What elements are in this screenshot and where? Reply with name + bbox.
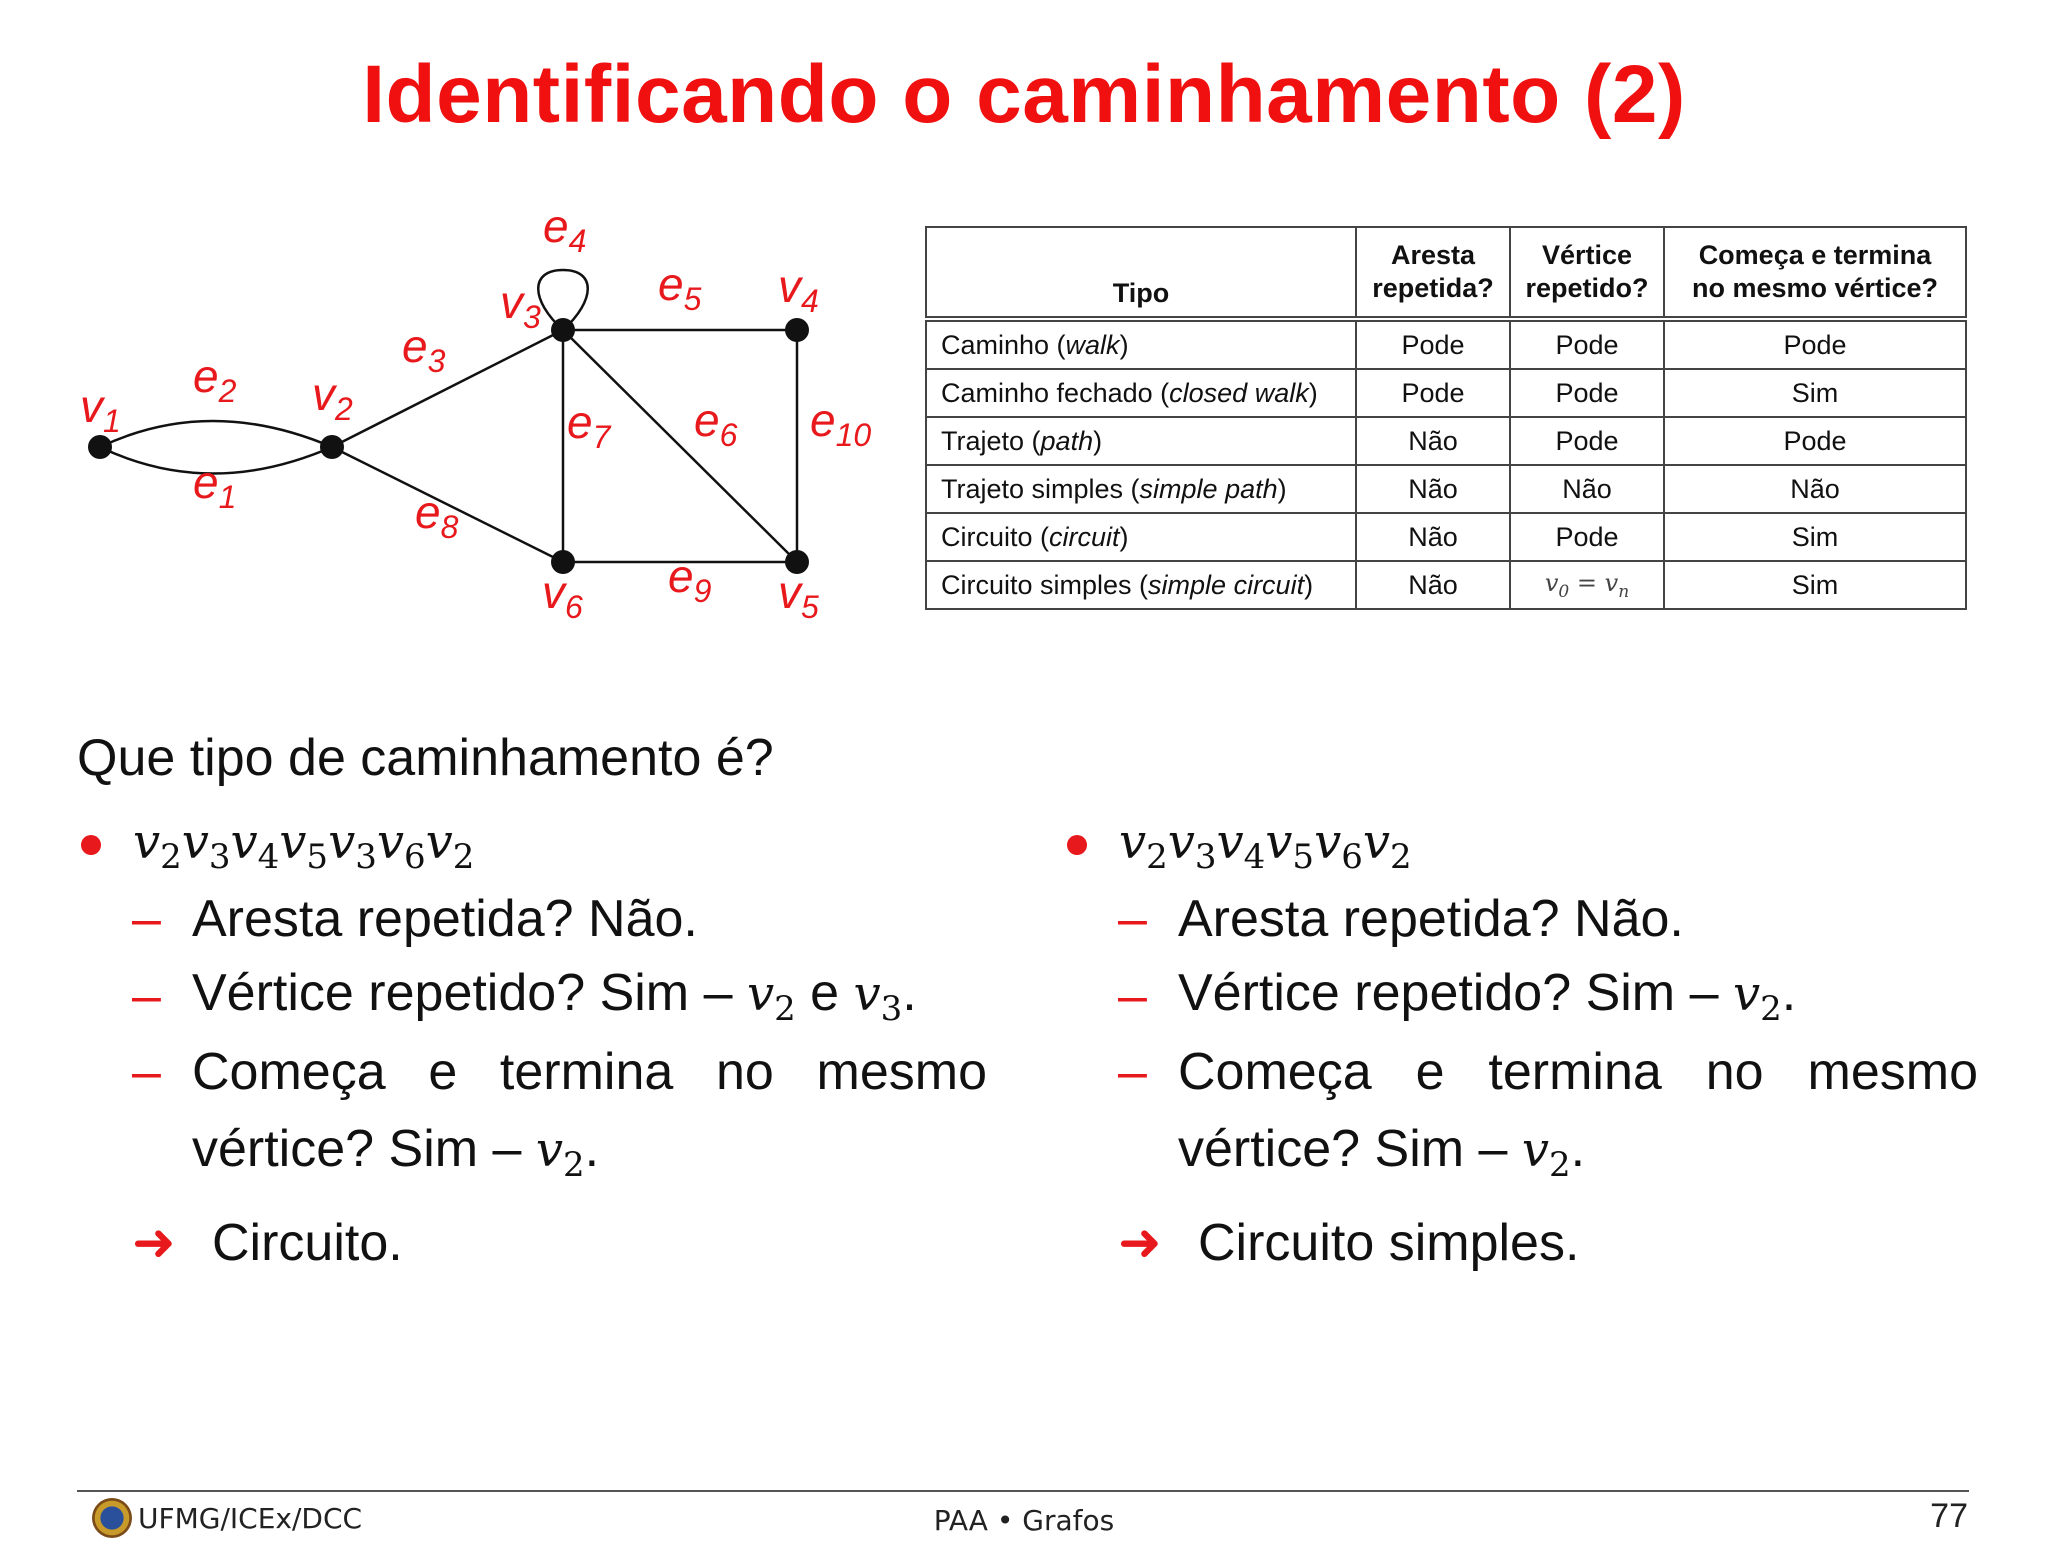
walk-sequence: $v_2v_3v_4v_5v_3v_6v_2$ [133, 813, 475, 877]
edge-e3 [332, 330, 563, 447]
page-number: 77 [1930, 1497, 1968, 1535]
q-vertice: – Vértice repetido? Sim – $v_2$ e $v_3$. [132, 963, 917, 1029]
walk-bullet [77, 810, 987, 880]
footer-course: PAA • Grafos [933, 1504, 1115, 1537]
table-row [926, 319, 1966, 369]
label-e3: $e_3$ [402, 320, 446, 379]
label-e9: $e_9$ [668, 550, 712, 609]
label-e10: $e_{10}$ [810, 394, 872, 453]
label-e1: $e_1$ [193, 456, 237, 515]
edge-e2 [100, 421, 332, 447]
slide-title: Identificando o caminhamento (2) [362, 49, 1686, 140]
conclusion: ➜ Circuito. [132, 1213, 403, 1272]
table-row [926, 465, 1966, 513]
question-text: Que tipo de caminhamento é? [77, 729, 774, 787]
cell-vertice: $v_0 = v_n$ [1510, 561, 1664, 609]
label-e7: $e_7$ [567, 396, 611, 455]
footer-institution: UFMG/ICEx/DCC [92, 1496, 362, 1540]
cell-aresta: Pode [1356, 319, 1510, 369]
walk-types-table [925, 226, 1967, 610]
label-v5: $v_5$ [778, 566, 819, 625]
vertex-v4 [785, 318, 809, 342]
label-e5: $e_5$ [658, 258, 702, 317]
bullet-dot [81, 835, 101, 855]
label-e4: $e_4$ [543, 200, 587, 259]
header-aresta: Aresta repetida? [1356, 227, 1510, 319]
cell-vertice: Pode [1510, 417, 1664, 465]
cell-tipo: Caminho fechado (closed walk) [926, 369, 1356, 417]
cell-aresta: Pode [1356, 369, 1510, 417]
q-comeca: – Começa e termina no mesmo vértice? Sim – $v_2$. [132, 1043, 987, 1185]
cell-aresta: Não [1356, 513, 1510, 561]
table-row [926, 561, 1966, 609]
vertex-v2 [320, 435, 344, 459]
cell-tipo: Trajeto (path) [926, 417, 1356, 465]
cell-tipo: Caminho (walk) [926, 319, 1356, 369]
footer-divider [77, 1490, 1969, 1492]
cell-comeca: Sim [1664, 513, 1966, 561]
vertex-v3 [551, 318, 575, 342]
arrow-icon: ➜ [132, 1213, 176, 1272]
conclusion: ➜ Circuito simples. [1118, 1213, 1580, 1272]
cell-comeca: Sim [1664, 561, 1966, 609]
graph-diagram [60, 200, 900, 640]
cell-vertice: Não [1510, 465, 1664, 513]
arrow-icon: ➜ [1118, 1213, 1162, 1272]
walk-sequence: $v_2v_3v_4v_5v_6v_2$ [1119, 813, 1412, 877]
q-vertice: – Vértice repetido? Sim – $v_2$. [1118, 963, 1797, 1029]
label-v1: $v_1$ [80, 380, 121, 439]
q-aresta: – Aresta repetida? Não. [132, 889, 698, 948]
table-row [926, 369, 1966, 417]
table-row [926, 417, 1966, 465]
cell-aresta: Não [1356, 465, 1510, 513]
cell-comeca: Pode [1664, 319, 1966, 369]
header-tipo: Tipo [926, 227, 1356, 319]
cell-tipo: Circuito (circuit) [926, 513, 1356, 561]
right-answer [1063, 810, 1978, 1281]
cell-comeca: Sim [1664, 369, 1966, 417]
header-comeca: Começa e termina no mesmo vértice? [1664, 227, 1966, 319]
bullet-dot [1067, 835, 1087, 855]
q-comeca: – Começa e termina no mesmo vértice? Sim – $v_2$. [1118, 1043, 1978, 1185]
q-aresta: – Aresta repetida? Não. [1118, 889, 1684, 948]
label-e8: $e_8$ [415, 486, 459, 545]
header-vertice: Vértice repetido? [1510, 227, 1664, 319]
cell-comeca: Não [1664, 465, 1966, 513]
cell-aresta: Não [1356, 561, 1510, 609]
walk-bullet [1063, 810, 1978, 880]
label-v3: $v_3$ [500, 276, 541, 335]
cell-vertice: Pode [1510, 369, 1664, 417]
cell-tipo: Circuito simples (simple circuit) [926, 561, 1356, 609]
cell-vertice: Pode [1510, 513, 1664, 561]
label-e2: $e_2$ [193, 350, 237, 409]
cell-aresta: Não [1356, 417, 1510, 465]
cell-comeca: Pode [1664, 417, 1966, 465]
cell-tipo: Trajeto simples (simple path) [926, 465, 1356, 513]
label-v2: $v_2$ [312, 368, 353, 427]
label-v6: $v_6$ [542, 566, 583, 625]
cell-vertice: Pode [1510, 319, 1664, 369]
table-row [926, 513, 1966, 561]
left-answer [77, 810, 987, 1281]
label-e6: $e_6$ [694, 394, 738, 453]
table-header-row [926, 227, 1966, 319]
label-v4: $v_4$ [778, 260, 819, 319]
